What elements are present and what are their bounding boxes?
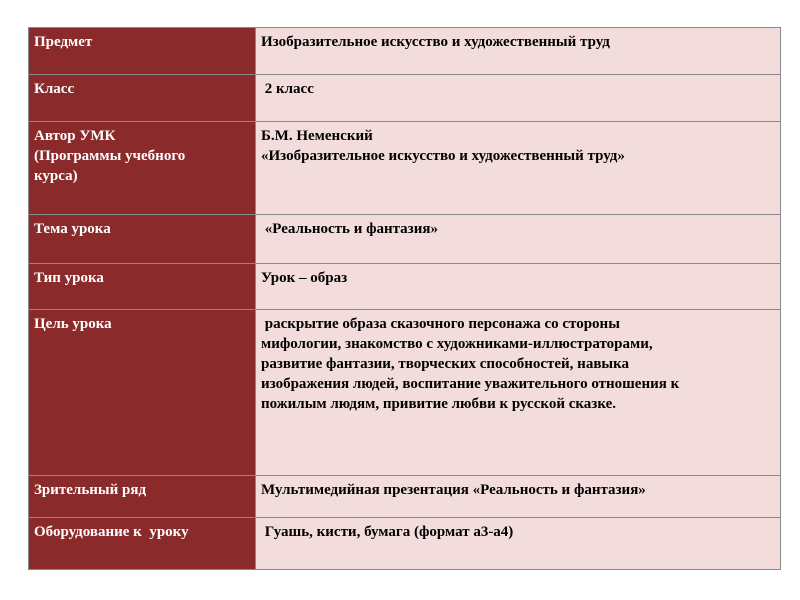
goal-line-5: пожилым людям, привитие любви к русской сказке.: [261, 396, 616, 412]
row-value-goal: [256, 310, 781, 476]
table-row-grade: [29, 75, 781, 122]
table-row-subject: [29, 28, 781, 75]
table-row-topic: [29, 215, 781, 264]
grade-text: 2 класс: [261, 81, 314, 97]
row-value-visuals: Мультимедийная презентация «Реальность и фантазия»: [256, 476, 781, 518]
goal-line-4: изображения людей, воспитание уважительного отношения к: [261, 376, 680, 392]
row-value-subject: Изобразительное искусство и художественный труд: [256, 28, 781, 75]
row-value-equipment: [256, 518, 781, 570]
author-label-line-2: (Программы учебного: [34, 148, 186, 164]
row-label-visuals: Зрительный ряд: [29, 476, 256, 518]
topic-text: «Реальность и фантазия»: [261, 221, 438, 237]
goal-line-3: развитие фантазии, творческих способностей, навыка: [261, 356, 630, 372]
lesson-info-table: [28, 27, 781, 570]
goal-line-1: раскрытие образа сказочного персонажа со стороны: [261, 316, 620, 332]
author-label-line-1: Автор УМК: [34, 128, 116, 144]
row-label-equipment: [29, 518, 256, 570]
row-value-grade: [256, 75, 781, 122]
row-label-goal: Цель урока: [29, 310, 256, 476]
row-label-grade: Класс: [29, 75, 256, 122]
table-row-author: [29, 122, 781, 215]
author-program: «Изобразительное искусство и художественный труд»: [261, 148, 625, 164]
row-value-type: Урок – образ: [256, 264, 781, 310]
author-label-line-3: курса): [34, 168, 78, 184]
table-row-visuals: [29, 476, 781, 518]
row-label-subject: Предмет: [29, 28, 256, 75]
row-label-type: Тип урока: [29, 264, 256, 310]
table-row-type: [29, 264, 781, 310]
table-row-goal: [29, 310, 781, 476]
row-label-author: [29, 122, 256, 215]
row-value-author: [256, 122, 781, 215]
equipment-label-text: Оборудование к уроку: [34, 524, 189, 540]
goal-line-2: мифологии, знакомство с художниками-иллюстраторами,: [261, 336, 653, 352]
row-label-topic: Тема урока: [29, 215, 256, 264]
row-value-topic: [256, 215, 781, 264]
author-name: Б.М. Неменский: [261, 128, 373, 144]
equipment-text: Гуашь, кисти, бумага (формат а3-а4): [261, 524, 514, 540]
table-row-equipment: [29, 518, 781, 570]
